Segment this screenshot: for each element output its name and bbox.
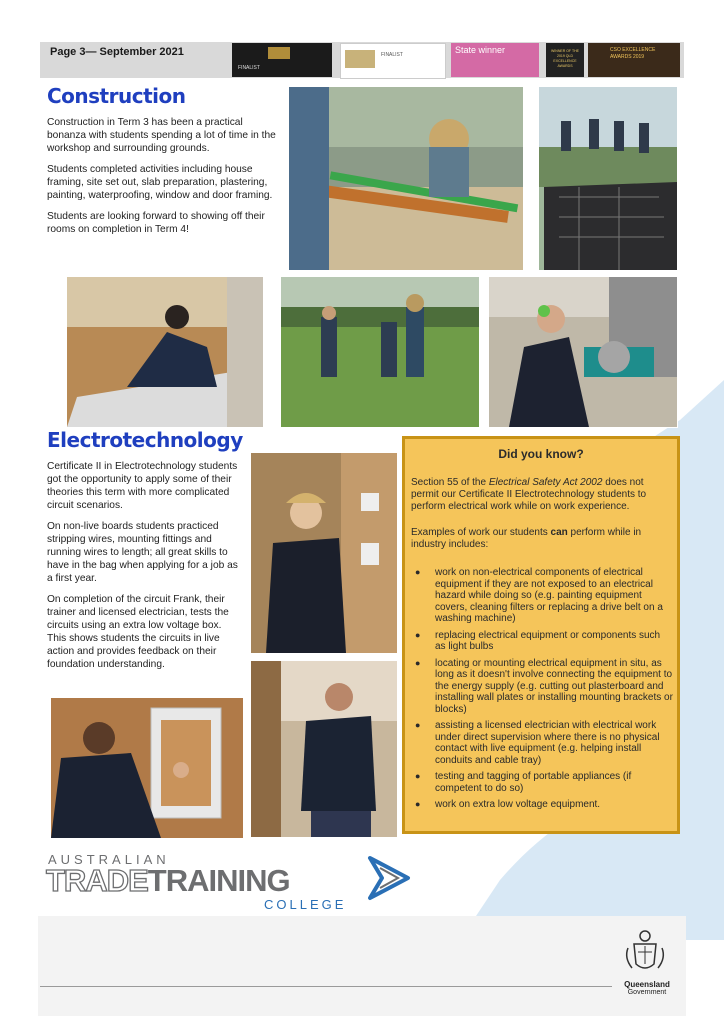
did-you-know-title: Did you know? — [498, 447, 584, 461]
logo-line1: AUSTRALIAN — [48, 852, 170, 867]
queensland-crest-icon — [622, 928, 668, 976]
logo-line2 — [46, 864, 290, 898]
examples-list — [411, 567, 673, 811]
gov-line2: Government — [627, 989, 667, 996]
page-label: Page 3— September 2021 — [50, 46, 184, 58]
logo-word-training: TRAINING — [147, 863, 290, 898]
award-badge-winner-2019 — [546, 43, 584, 77]
award-badge-text: FINALIST — [238, 65, 260, 71]
footer — [38, 916, 686, 1016]
award-badge-state-winner — [451, 43, 539, 77]
gov-line1: Queensland — [624, 980, 670, 989]
award-badge-finalist — [232, 43, 332, 77]
did-you-know-intro — [411, 477, 673, 513]
photo-student-plastering — [66, 276, 264, 428]
photo-student-mounting-fitting — [50, 697, 244, 839]
award-badge-text: WINNER OF THE 2019 QLD EXCELLENCE AWARDS — [551, 49, 579, 68]
construction-paragraph: Construction in Term 3 has been a practical bonanza with students spending a lot of time in the workshop and surrounding grounds. — [47, 117, 276, 154]
award-badge-finalist-2 — [340, 43, 446, 79]
electrotechnology-heading: Electrotechnology — [47, 428, 243, 452]
examples-text: perform while in industry includes: — [411, 527, 642, 550]
list-item: ● assisting a licensed electrician with electrical work under direct supervision where there is no physical contact with live equipment (e.g. helping install conduits and cable tray) — [411, 720, 673, 766]
attc-logo — [46, 852, 416, 914]
did-you-know-box — [402, 436, 680, 834]
logo-line3: COLLEGE — [264, 897, 347, 912]
construction-paragraph: Students completed activities including house framing, site set out, slab preparation, plastering, painting, waterproofing, window and door framing. — [47, 164, 273, 201]
queensland-government-label — [612, 980, 682, 996]
photo-slab-preparation — [538, 86, 678, 271]
intro-text: Section 55 of the — [411, 477, 489, 488]
photo-student-drop-saw — [488, 276, 678, 428]
construction-text — [47, 116, 279, 244]
award-badge-cso — [588, 43, 680, 77]
construction-paragraph: Students are looking forward to showing off their rooms on completion in Term 4! — [47, 211, 265, 235]
electrotechnology-paragraph: On completion of the circuit Frank, their trainer and licensed electrician, tests the circuits using an extra low voltage box. This shows students the circuits in live action and provides feedback on their foundation understanding. — [47, 594, 229, 670]
examples-text: Examples of work our students — [411, 527, 551, 538]
intro-text: does not permit our Certificate II Electrotechnology students to perform electrical work while on work experience. — [411, 477, 647, 512]
logo-word-trade: TRADE — [46, 863, 148, 898]
examples-emphasis: can — [550, 527, 568, 538]
award-badge-text: State winner — [455, 45, 506, 55]
logo-chevron-icon — [364, 854, 412, 902]
footer-rule — [40, 986, 612, 987]
award-badge-text: FINALIST — [381, 52, 403, 58]
photo-student-wiring-board — [250, 452, 398, 654]
electrotechnology-paragraph: Certificate II in Electrotechnology students got the opportunity to apply some of their theories this term with more complicated circuit scenarios. — [47, 461, 238, 511]
list-item: ● testing and tagging of portable appliances (if competent to do so) — [411, 771, 673, 794]
list-item: ● replacing electrical equipment or components such as light bulbs — [411, 630, 673, 653]
list-item: ● work on extra low voltage equipment. — [411, 799, 673, 811]
did-you-know-examples — [411, 527, 673, 551]
electrotechnology-paragraph: On non-live boards students practiced stripping wires, mounting fittings and running wires to length; all great skills to have in the bag when applying for a job as a first year. — [47, 521, 238, 584]
award-badge-text: CSO EXCELLENCE AWARDS 2019 — [610, 47, 656, 60]
act-name: Electrical Safety Act 2002 — [488, 477, 603, 488]
photo-site-set-out — [280, 276, 480, 428]
list-item: ● locating or mounting electrical equipment in situ, as long as it doesn't involve connecting the equipment to the energy supply (e.g. cutting out plasterboard and installing wall plates or installing mounting brackets or blocks) — [411, 658, 673, 716]
list-item: ● work on non-electrical components of electrical equipment if they are not exposed to an electrical hazard while doing so (e.g. painting equipment covers, cleaning filters or replacing a drive belt on a washing machine) — [411, 567, 673, 625]
electrotechnology-text — [47, 460, 243, 679]
construction-heading: Construction — [47, 84, 186, 108]
photo-student-testing-circuit — [250, 660, 398, 838]
photo-students-levelling-frame — [288, 86, 524, 271]
